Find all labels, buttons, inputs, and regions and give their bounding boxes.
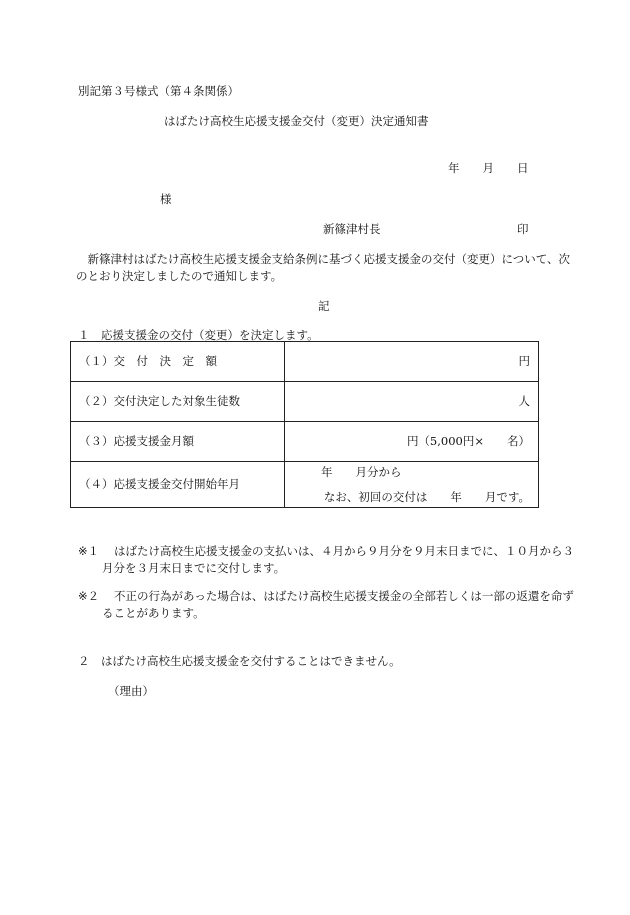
row-label: （４）応援支援金交付開始年月 (71, 462, 285, 508)
row-label: （３）応援支援金月額 (71, 422, 285, 462)
sender-name: 新篠津村長 (323, 222, 381, 236)
decision-table (70, 341, 539, 508)
section2-title: ２ はばたけ高校生応援支援金を交付することはできません。 (78, 654, 401, 668)
table-row (71, 462, 539, 508)
row-value: 人 (285, 382, 539, 422)
row-label: （１）交 付 決 定 額 (71, 342, 285, 382)
form-number: 別記第３号様式（第４条関係） (78, 84, 239, 98)
date-line: 年 月 日 (448, 161, 529, 175)
row-label: （２）交付決定した対象生徒数 (71, 382, 285, 422)
reason-label: （理由） (108, 684, 154, 698)
note1-mark: ※１ (78, 544, 100, 558)
addressee: 様 (160, 192, 172, 206)
row-value: 円 (285, 342, 539, 382)
section1-title: １ 応援支援金の交付（変更）を決定します。 (78, 328, 319, 342)
ki-heading: 記 (318, 299, 330, 313)
note1-text: はばたけ高校生応援支援金の支払いは、４月から９月分を９月末日までに、１０月から３月分を３月末日までに交付します。 (102, 544, 574, 575)
first-payment-text: なお、初回の交付は 年 月です。 (323, 489, 530, 504)
row-value: 円（5,000円× 名） (285, 422, 539, 462)
row-value (285, 462, 539, 508)
note2-text: 不正の行為があった場合は、はばたけ高校生応援支援金の全部若しくは一部の返還を命ずることがあります。 (102, 589, 574, 620)
table-row (71, 342, 539, 382)
seal-mark: 印 (517, 222, 529, 236)
note2-mark: ※２ (78, 589, 100, 603)
table-row (71, 382, 539, 422)
body-text: 新篠津村はばたけ高校生応援支援金支給条例に基づく応援支援金の交付（変更）について、次のとおり決定しましたので通知します。 (76, 252, 571, 283)
start-month-text: 年 月分から (321, 464, 402, 479)
table-row (71, 422, 539, 462)
document-title: はばたけ高校生応援支援金交付（変更）決定通知書 (164, 114, 429, 128)
